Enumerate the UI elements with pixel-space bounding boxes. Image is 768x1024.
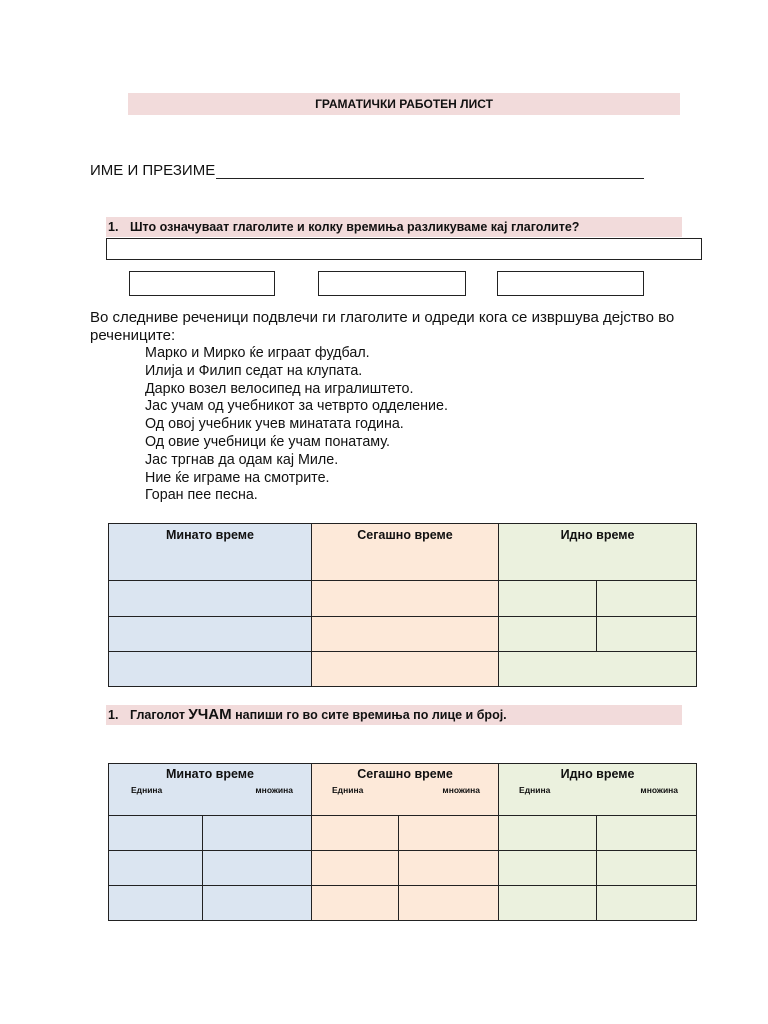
answer-box-2[interactable] (318, 271, 466, 296)
sentence: Марко и Мирко ќе играат фудбал. (145, 345, 370, 361)
table-cell[interactable] (597, 816, 697, 851)
table-cell[interactable] (499, 851, 597, 886)
header-present (312, 764, 499, 816)
table-cell[interactable] (109, 851, 203, 886)
question-1-number: 1. (108, 220, 119, 234)
question-1-text: Што означуваат глаголите и колку времиња разликуваме кај глаголите? (130, 220, 580, 234)
singular-label: Еднина (131, 785, 163, 795)
question-2-post: напиши го во сите времиња по лице и број. (231, 708, 507, 722)
sentence: Од овие учебници ќе учам понатаму. (145, 433, 390, 450)
question-2-number: 1. (108, 708, 119, 722)
header-future-label: Идно време (560, 767, 635, 781)
table-cell[interactable] (109, 652, 312, 687)
table-cell[interactable] (399, 816, 499, 851)
table-cell[interactable] (499, 652, 697, 687)
table-cell[interactable] (499, 617, 597, 652)
sentence: Јас учам од учебникот за четврто одделение. (145, 398, 448, 415)
table-cell[interactable] (597, 617, 697, 652)
header-present-label: Сегашно време (357, 767, 453, 781)
table-cell[interactable] (597, 581, 697, 617)
instruction-text: Во следниве реченици подвлечи ги глаголите и одреди кога се извршува дејство во речениците: (90, 309, 675, 344)
table-cell[interactable] (109, 816, 203, 851)
header-future: Идно време (499, 524, 697, 581)
sentence: Дарко возел велосипед на игралиштето. (145, 380, 414, 397)
table-cell[interactable] (597, 851, 697, 886)
table-cell[interactable] (203, 851, 312, 886)
sentence-list (145, 345, 448, 505)
table-cell[interactable] (499, 816, 597, 851)
question-2-keyword: УЧАМ (188, 706, 232, 723)
header-future-sub (499, 781, 696, 795)
sentence: Илија и Филип седат на клупата. (145, 362, 363, 379)
table-cell[interactable] (499, 581, 597, 617)
sentence: Од овој учебник учев минатата година. (145, 416, 404, 433)
table-cell[interactable] (312, 617, 499, 652)
header-past: Минато време (109, 524, 312, 581)
table-cell[interactable] (109, 886, 203, 921)
table-cell[interactable] (312, 581, 499, 617)
name-label: ИМЕ И ПРЕЗИМЕ (90, 162, 216, 179)
conjugation-table (108, 763, 697, 921)
sentence: Јас тргнав да одам кај Миле. (145, 451, 339, 468)
answer-box-3[interactable] (497, 271, 644, 296)
table-cell[interactable] (312, 851, 399, 886)
question-2-pre: Глаголот (130, 708, 189, 722)
table-cell[interactable] (203, 816, 312, 851)
singular-label: Еднина (519, 785, 551, 795)
worksheet-title: ГРАМАТИЧКИ РАБОТЕН ЛИСТ (128, 93, 680, 115)
sentence: Ние ќе играме на смотрите. (145, 469, 330, 486)
question-1 (106, 217, 682, 237)
answer-box-1[interactable] (129, 271, 275, 296)
name-input-line[interactable] (216, 178, 644, 179)
singular-label: Еднина (332, 785, 364, 795)
plural-label: множина (255, 785, 294, 795)
header-present-sub (312, 781, 498, 795)
table-cell[interactable] (312, 652, 499, 687)
question-2 (106, 705, 682, 725)
table-cell[interactable] (399, 886, 499, 921)
table-cell[interactable] (109, 581, 312, 617)
table-cell[interactable] (312, 886, 399, 921)
header-past-sub (109, 781, 311, 795)
sentence: Горан пее песна. (145, 487, 258, 504)
table-cell[interactable] (109, 617, 312, 652)
tense-table-1 (108, 523, 697, 687)
plural-label: множина (640, 785, 679, 795)
table-cell[interactable] (203, 886, 312, 921)
header-past (109, 764, 312, 816)
header-present: Сегашно време (312, 524, 499, 581)
table-cell[interactable] (399, 851, 499, 886)
answer-field-long[interactable] (106, 238, 702, 260)
table-cell[interactable] (499, 886, 597, 921)
header-future (499, 764, 697, 816)
plural-label: множина (442, 785, 481, 795)
table-cell[interactable] (312, 816, 399, 851)
table-cell[interactable] (597, 886, 697, 921)
header-past-label: Минато време (166, 767, 254, 781)
